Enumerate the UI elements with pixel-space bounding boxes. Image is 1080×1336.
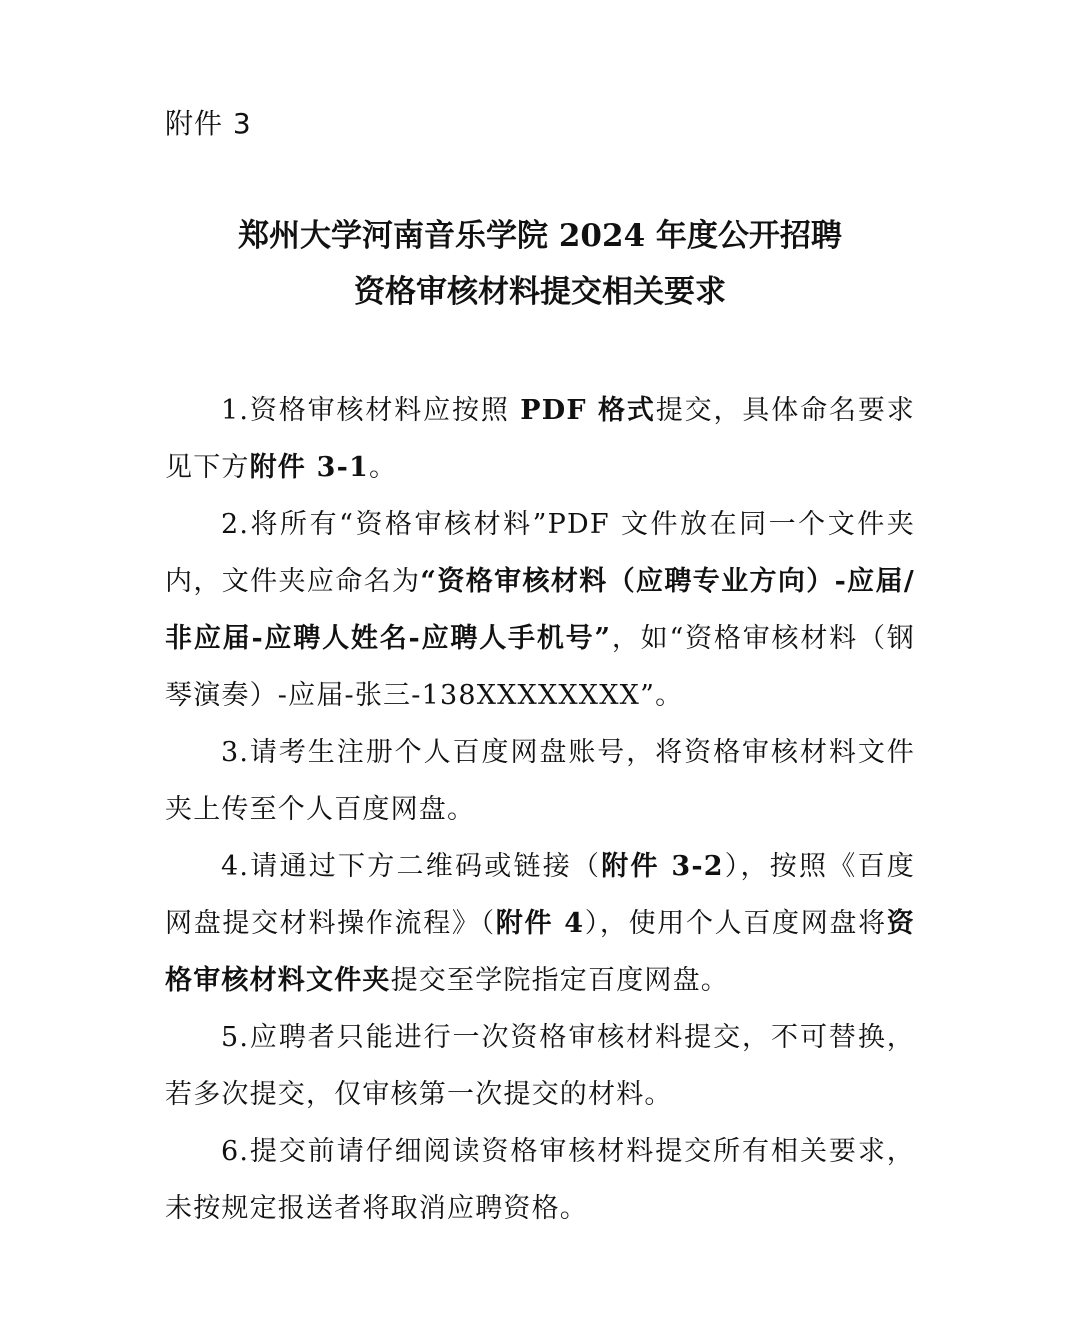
requirement-paragraph-3: [165, 724, 915, 838]
paragraph-text: 提交，具体命名要求见下方: [165, 395, 915, 483]
paragraph-text: ，如“资格审核材料（钢琴演奏）-应届-张三-138XXXXXXXX”。: [165, 623, 915, 711]
paragraph-text: 2.将所有“资格审核材料”PDF 文件放在同一个文件夹内，文件夹应命名为: [165, 509, 915, 597]
attachment-reference: 附件 3-1: [249, 452, 369, 483]
folder-naming-rule: “资格审核材料（应聘专业方向）-应届/非应届-应聘人姓名-应聘人手机号”: [165, 566, 915, 654]
document-title-line-2: 资格审核材料提交相关要求: [354, 274, 726, 310]
document-body: [165, 382, 915, 1237]
paragraph-text: 3.请考生注册个人百度网盘账号，将资格审核材料文件夹上传至个人百度网盘。: [165, 737, 915, 825]
paragraph-text: 6.提交前请仔细阅读资格审核材料提交所有相关要求，未按规定报送者将取消应聘资格。: [165, 1136, 915, 1224]
requirement-paragraph-1: [165, 382, 915, 496]
paragraph-text: 提交至学院指定百度网盘。: [390, 965, 730, 996]
emphasis-text: PDF 格式: [520, 395, 656, 426]
paragraph-text: 4.请通过下方二维码或链接（: [221, 851, 602, 882]
paragraph-text: ），使用个人百度网盘将: [584, 908, 887, 939]
paragraph-text: 。: [369, 452, 398, 483]
requirement-paragraph-2: [165, 496, 915, 724]
attachment-label: 附件 3: [165, 107, 252, 140]
attachment-reference: 附件 4: [495, 908, 585, 939]
attachment-reference: 附件 3-2: [601, 851, 724, 882]
requirement-paragraph-6: [165, 1123, 915, 1237]
document-title-line-1: 郑州大学河南音乐学院 2024 年度公开招聘: [238, 218, 842, 254]
emphasis-text: 资格审核材料文件夹: [165, 908, 915, 996]
paragraph-text: 5.应聘者只能进行一次资格审核材料提交，不可替换，若多次提交，仅审核第一次提交的材料。: [165, 1022, 915, 1110]
paragraph-text: 1.资格审核材料应按照: [221, 395, 521, 426]
paragraph-text: ），按照《百度网盘提交材料操作流程》（: [165, 851, 915, 939]
requirement-paragraph-4: [165, 838, 915, 1009]
requirement-paragraph-5: [165, 1009, 915, 1123]
